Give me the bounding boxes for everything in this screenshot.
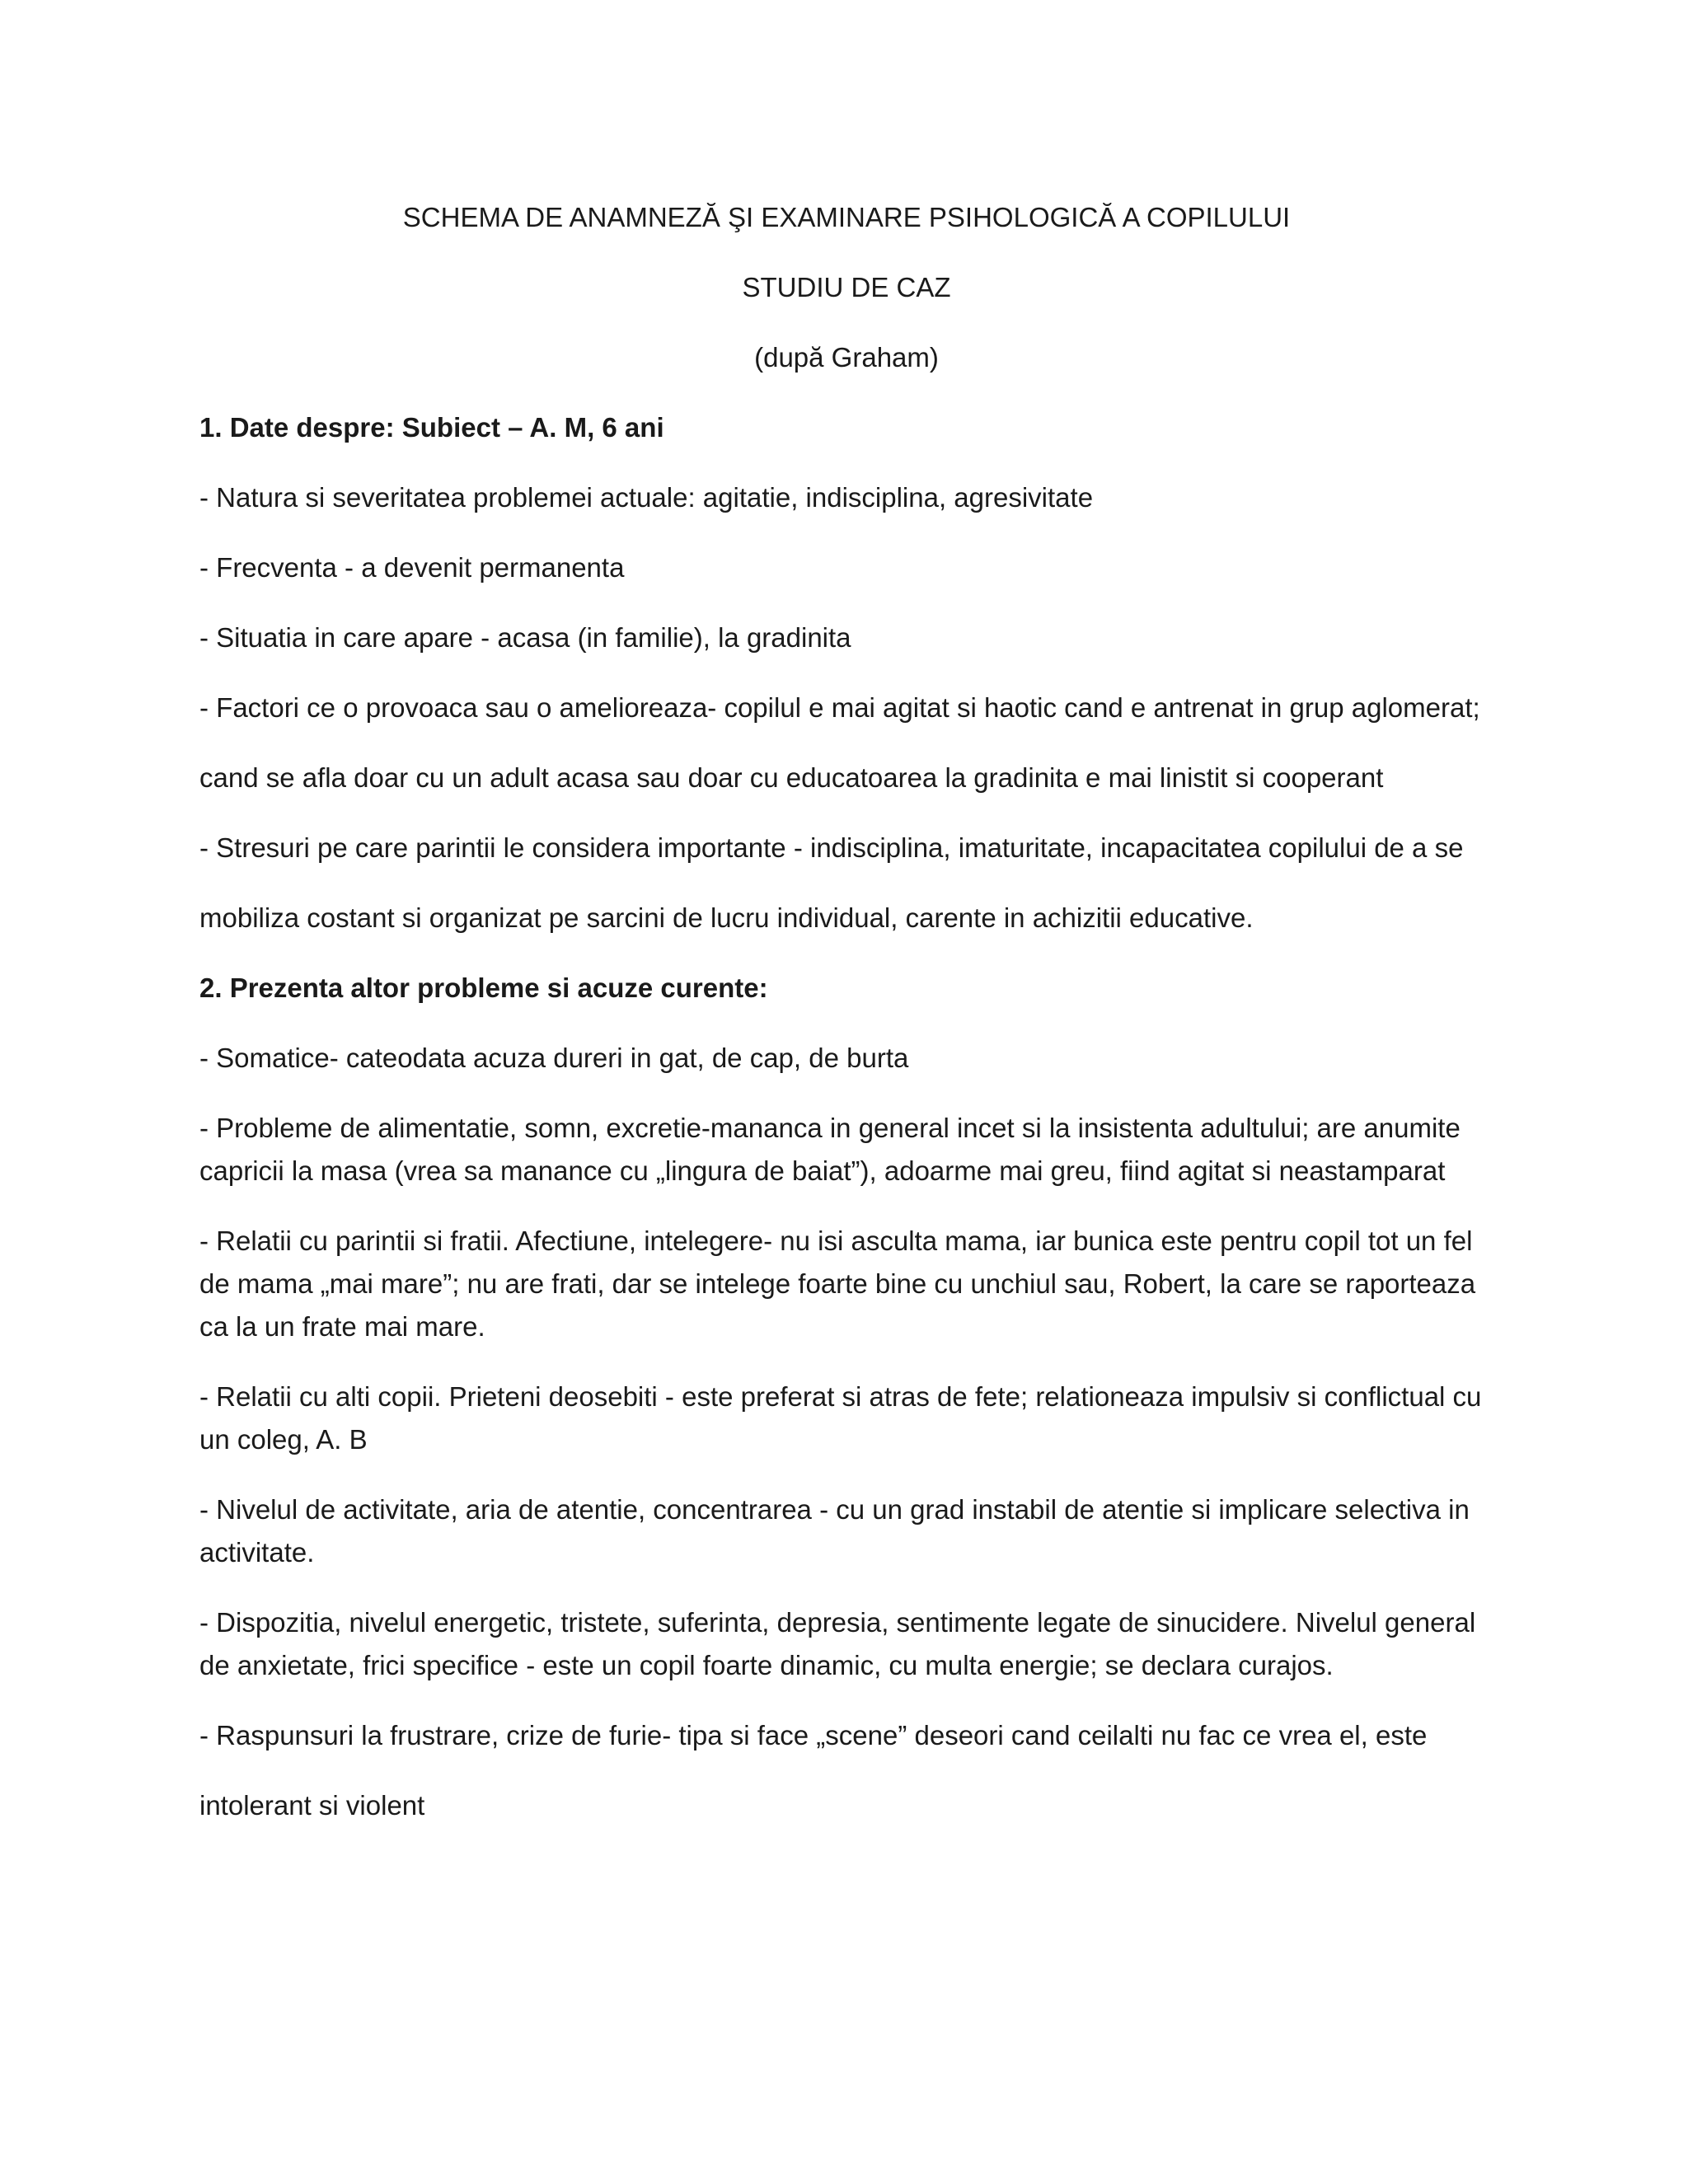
section-1-paragraph: - Frecventa - a devenit permanenta [199,552,625,583]
section-2-heading: 2. Prezenta altor probleme si acuze curente: [199,972,768,1003]
document-body [199,196,1493,1854]
section-1-paragraph: mobiliza costant si organizat pe sarcini de lucru individual, carente in achizitii educative. [199,902,1254,933]
section-2-paragraph: - Raspunsuri la frustrare, crize de furie- tipa si face „scene” deseori cand ceilalti nu fac ce vrea el, este [199,1720,1428,1750]
document-attribution: (după Graham) [754,342,939,373]
document-subtitle: STUDIU DE CAZ [742,272,951,302]
section-1-paragraph: cand se afla doar cu un adult acasa sau doar cu educatoarea la gradinita e mai linistit si cooperant [199,762,1384,793]
section-2-paragraph: - Nivelul de activitate, aria de atentie, concentrarea - cu un grad instabil de atentie si implicare selectiva in activitate. [199,1494,1470,1568]
section-1-paragraph: - Natura si severitatea problemei actuale: agitatie, indisciplina, agresivitate [199,482,1094,513]
section-2-paragraph: - Probleme de alimentatie, somn, excretie-mananca in general incet si la insistenta adultului; are anumite capricii la masa (vrea sa manance cu „lingura de baiat”), adoarme mai greu, fiind agitat si neastamparat [199,1113,1461,1186]
section-1-heading: 1. Date despre: Subiect – A. M, 6 ani [199,412,664,443]
section-2-paragraph: intolerant si violent [199,1790,425,1821]
section-1-paragraph: - Factori ce o provoaca sau o amelioreaza- copilul e mai agitat si haotic cand e antrenat in grup aglomerat; [199,692,1480,723]
section-1-paragraph: - Situatia in care apare - acasa (in familie), la gradinita [199,622,851,653]
section-2-paragraph: - Dispozitia, nivelul energetic, tristete, suferinta, depresia, sentimente legate de sinucidere. Nivelul general de anxietate, frici specifice - este un copil foarte dinamic, cu multa energie; se declara curajos. [199,1607,1476,1680]
section-2-paragraph: - Relatii cu alti copii. Prieteni deosebiti - este preferat si atras de fete; relationeaza impulsiv si conflictual cu un coleg, A. B [199,1381,1482,1455]
section-2-paragraph: - Relatii cu parintii si fratii. Afectiune, intelegere- nu isi asculta mama, iar bunica este pentru copil tot un fel de mama „mai mare”; nu are frati, dar se intelege foarte bine cu unchiul sau, Robert, la care se raporteaza ca la un frate mai mare. [199,1226,1476,1342]
section-2-paragraph: - Somatice- cateodata acuza dureri in gat, de cap, de burta [199,1043,909,1073]
section-1-paragraph: - Stresuri pe care parintii le considera importante - indisciplina, imaturitate, incapacitatea copilului de a se [199,832,1464,863]
document-title: SCHEMA DE ANAMNEZĂ ŞI EXAMINARE PSIHOLOGICĂ A COPILULUI [402,202,1291,232]
